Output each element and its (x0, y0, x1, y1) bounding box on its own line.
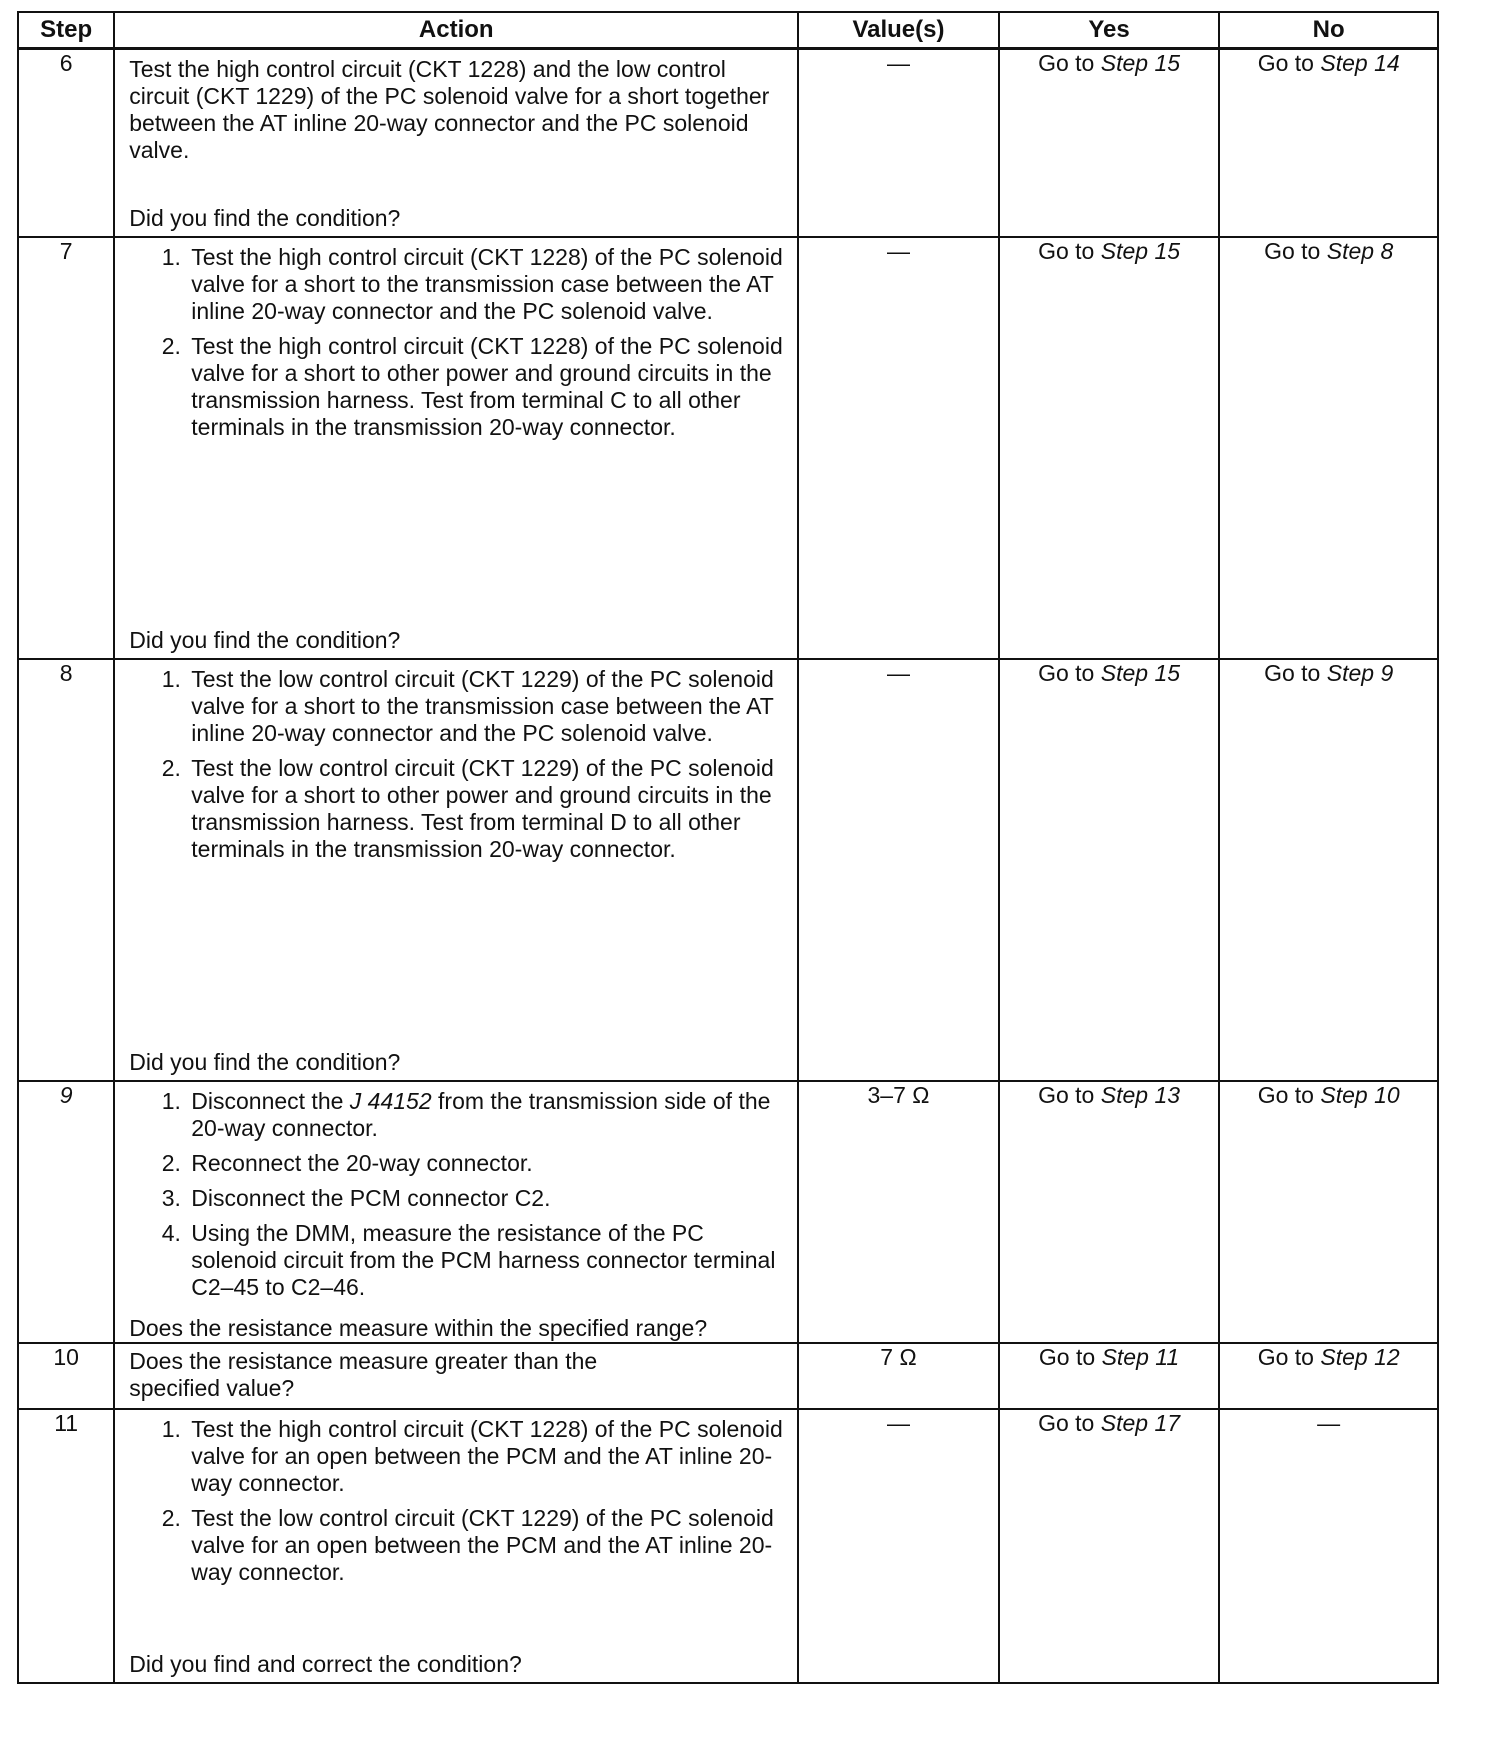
action-list (129, 666, 783, 871)
yes-cell (999, 1343, 1220, 1409)
value-cell: — (798, 1409, 999, 1683)
table-row (18, 1343, 1438, 1409)
header-step: Step (18, 12, 114, 49)
no-step-link[interactable]: Step 12 (1320, 1344, 1400, 1370)
step-number: 11 (18, 1409, 114, 1683)
no-cell (1219, 1343, 1438, 1409)
no-prefix: Go to (1257, 1344, 1314, 1370)
action-list (129, 1416, 783, 1594)
no-cell (1219, 1081, 1438, 1343)
list-item: 1. Test the high control circuit (CKT 1228) of the PC solenoid valve for a short to the transmission case between the AT inline 20-way connector and the PC solenoid valve. (187, 244, 783, 325)
yes-cell (999, 1081, 1220, 1343)
value-cell: 7 Ω (798, 1343, 999, 1409)
no-step-link[interactable]: Step 9 (1326, 660, 1394, 686)
yes-prefix: Go to (1038, 660, 1095, 686)
action-cell (114, 237, 798, 659)
table-row (18, 659, 1438, 1081)
item-text: Disconnect the (191, 1088, 344, 1114)
yes-cell (999, 659, 1220, 1081)
table-row (18, 49, 1438, 238)
action-question: Does the resistance measure greater than the specified value? (129, 1348, 598, 1401)
yes-step-link[interactable]: Step 13 (1100, 1082, 1181, 1108)
value-cell: — (798, 659, 999, 1081)
action-question: Did you find the condition? (129, 627, 401, 653)
yes-prefix: Go to (1038, 1344, 1096, 1370)
no-prefix: Go to (1257, 50, 1314, 76)
value-cell: — (798, 237, 999, 659)
action-cell (114, 1409, 798, 1683)
action-list (129, 244, 783, 449)
step-number: 8 (18, 659, 114, 1081)
action-question: Did you find the condition? (129, 205, 401, 231)
header-yes: Yes (999, 12, 1220, 49)
yes-cell (999, 1409, 1220, 1683)
no-cell (1219, 237, 1438, 659)
yes-prefix: Go to (1038, 1082, 1095, 1108)
yes-cell (999, 49, 1220, 238)
action-question: Did you find and correct the condition? (129, 1651, 522, 1677)
yes-step-link[interactable]: Step 17 (1100, 1410, 1181, 1436)
yes-step-link[interactable]: Step 11 (1101, 1344, 1180, 1370)
header-no: No (1219, 12, 1438, 49)
action-list (129, 1088, 783, 1309)
no-cell (1219, 659, 1438, 1081)
step-number: 7 (18, 237, 114, 659)
yes-step-link[interactable]: Step 15 (1100, 50, 1181, 76)
header-values: Value(s) (798, 12, 999, 49)
list-item: 4. Using the DMM, measure the resistance of the PC solenoid circuit from the PCM harness connector terminal C2–45 to C2–46. (187, 1220, 783, 1301)
action-question: Did you find the condition? (129, 1049, 401, 1075)
header-row (18, 12, 1438, 49)
header-action: Action (114, 12, 798, 49)
yes-prefix: Go to (1038, 50, 1095, 76)
value-cell: — (798, 49, 999, 238)
step-number: 10 (18, 1343, 114, 1409)
diagnostic-table (17, 11, 1439, 1684)
no-prefix: Go to (1264, 238, 1321, 264)
list-item: 2. Reconnect the 20-way connector. (187, 1150, 783, 1177)
yes-prefix: Go to (1038, 238, 1095, 264)
no-step-link[interactable]: Step 8 (1326, 238, 1394, 264)
action-cell (114, 1081, 798, 1343)
no-prefix: Go to (1257, 1082, 1314, 1108)
action-question: Does the resistance measure within the specified range? (129, 1315, 708, 1341)
no-cell (1219, 49, 1438, 238)
item-text: from the transmission side of the 20-way connector. (191, 1088, 771, 1141)
table-row (18, 1081, 1438, 1343)
tool-reference: J 44152 (349, 1088, 432, 1114)
list-item: 2. Test the low control circuit (CKT 1229) of the PC solenoid valve for an open between the PCM and the AT inline 20-way connector. (187, 1505, 783, 1586)
step-number: 6 (18, 49, 114, 238)
no-cell: — (1219, 1409, 1438, 1683)
table-row (18, 1409, 1438, 1683)
yes-step-link[interactable]: Step 15 (1100, 660, 1181, 686)
no-prefix: Go to (1264, 660, 1321, 686)
action-text: Test the high control circuit (CKT 1228) and the low control circuit (CKT 1229) of the PC solenoid valve for a short together between the AT inline 20-way connector and the PC solenoid valve. (129, 56, 770, 163)
step-number: 9 (18, 1081, 114, 1343)
list-item (187, 1088, 783, 1142)
yes-cell (999, 237, 1220, 659)
table-row (18, 237, 1438, 659)
action-cell (114, 659, 798, 1081)
action-cell (114, 49, 798, 238)
action-cell (114, 1343, 798, 1409)
no-step-link[interactable]: Step 14 (1320, 50, 1400, 76)
list-item: 1. Test the low control circuit (CKT 1229) of the PC solenoid valve for a short to the transmission case between the AT inline 20-way connector and the PC solenoid valve. (187, 666, 783, 747)
yes-prefix: Go to (1038, 1410, 1095, 1436)
list-item: 2. Test the low control circuit (CKT 1229) of the PC solenoid valve for a short to other power and ground circuits in the transmission harness. Test from terminal D to all other terminals in the transmission 20-way connector. (187, 755, 783, 863)
yes-step-link[interactable]: Step 15 (1100, 238, 1181, 264)
no-step-link[interactable]: Step 10 (1320, 1082, 1400, 1108)
list-item: 3. Disconnect the PCM connector C2. (187, 1185, 783, 1212)
list-item: 1. Test the high control circuit (CKT 1228) of the PC solenoid valve for an open between the PCM and the AT inline 20-way connector. (187, 1416, 783, 1497)
value-cell: 3–7 Ω (798, 1081, 999, 1343)
list-item: 2. Test the high control circuit (CKT 1228) of the PC solenoid valve for a short to other power and ground circuits in the transmission harness. Test from terminal C to all other terminals in the transmission 20-way connector. (187, 333, 783, 441)
